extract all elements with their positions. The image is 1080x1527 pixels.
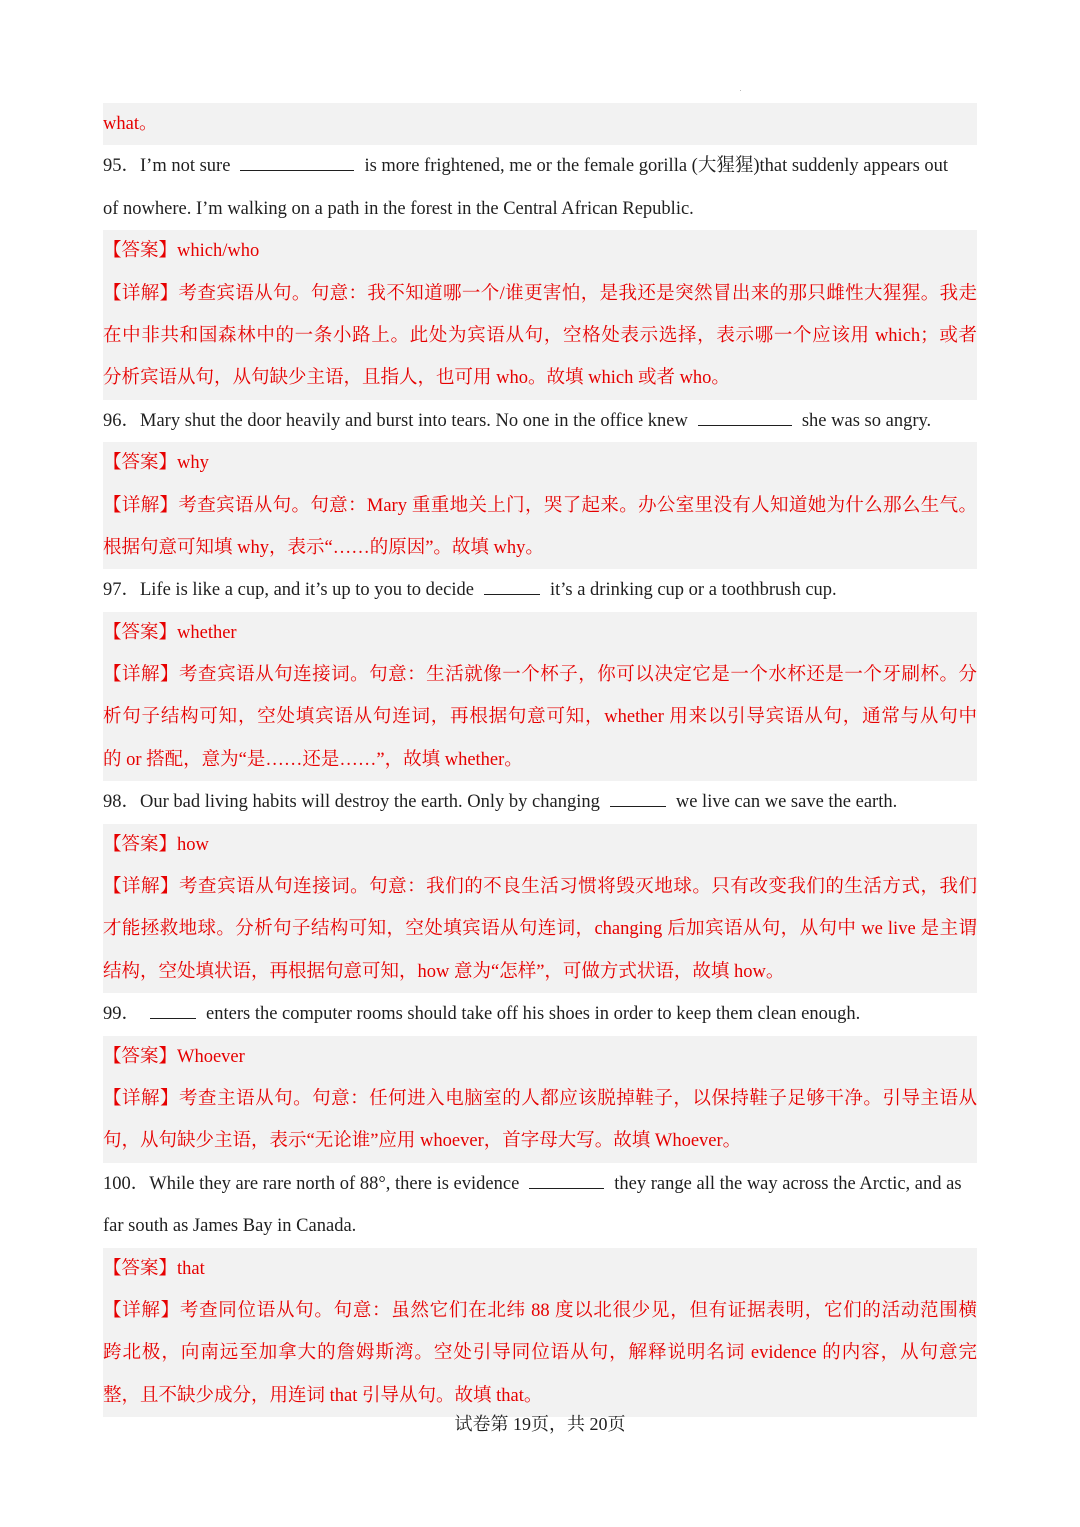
question-96-line-1 <box>103 400 977 442</box>
question-98-stem-start: 98．Our bad living habits will destroy the earth. Only by changing <box>103 792 600 813</box>
question-98-answer: 【答案】how <box>103 824 977 866</box>
page-footer: 试卷第 19页，共 20页 <box>454 1414 626 1434</box>
question-96-explanation-line-1: 【详解】考查宾语从句。句意：Mary 重重地关上门，哭了起来。办公室里没有人知道她为什么那么生气。 <box>103 485 977 527</box>
question-100-line-1 <box>103 1163 977 1205</box>
question-95-explanation-line-3: 分析宾语从句，从句缺少主语，且指人，也可用 who。故填 which 或者 who。 <box>103 357 977 399</box>
answer-blank <box>698 405 792 426</box>
question-98-explanation-line-2: 才能拯救地球。分析句子结构可知，空处填宾语从句连词，changing 后加宾语从句，从句中 we live 是主谓 <box>103 908 977 950</box>
answer-blank <box>240 150 354 171</box>
question-96-answer: 【答案】why <box>103 442 977 484</box>
question-100-answer: 【答案】that <box>103 1248 977 1290</box>
answer-blank <box>150 998 196 1019</box>
question-97-answer: 【答案】whether <box>103 612 977 654</box>
question-95-line-2: of nowhere. I’m walking on a path in the forest in the Central African Republic. <box>103 198 694 219</box>
question-97-stem-start: 97．Life is like a cup, and it’s up to you to decide <box>103 580 474 601</box>
answer-blank <box>610 786 666 807</box>
question-99-explanation-line-2: 句，从句缺少主语，表示“无论谁”应用 whoever，首字母大写。故填 Whoever。 <box>103 1120 977 1162</box>
question-95-explanation-line-1: 【详解】考查宾语从句。句意：我不知道哪一个/谁更害怕，是我还是突然冒出来的那只雌性大猩猩。我走 <box>103 273 977 315</box>
question-98-line-1 <box>103 781 977 823</box>
question-98-explanation-line-3: 结构，空处填状语，再根据句意可知，how 意为“怎样”，可做方式状语，故填 how。 <box>103 951 977 993</box>
question-97-explanation-line-3: 的 or 搭配，意为“是……还是……”，故填 whether。 <box>103 739 977 781</box>
question-96-stem-end: she was so angry. <box>801 410 932 431</box>
page-speck <box>740 90 741 91</box>
question-97-explanation-line-2: 析句子结构可知，空处填宾语从句连词，再根据句意可知，whether 用来以引导宾语从句，通常与从句中 <box>103 696 977 738</box>
question-100-explanation-line-1: 【详解】考查同位语从句。句意：虽然它们在北纬 88 度以北很少见，但有证据表明，它们的活动范围横 <box>103 1290 977 1332</box>
question-97-line-1 <box>103 569 977 611</box>
question-95-line-1 <box>103 145 977 187</box>
answer-blank <box>484 574 540 595</box>
question-100-stem-start: 100．While they are rare north of 88°, there is evidence <box>103 1173 520 1194</box>
question-96-explanation-line-2: 根据句意可知填 why，表示“……的原因”。故填 why。 <box>103 527 977 569</box>
question-97-stem-end: it’s a drinking cup or a toothbrush cup. <box>549 580 837 601</box>
question-98-explanation-line-1: 【详解】考查宾语从句连接词。句意：我们的不良生活习惯将毁灭地球。只有改变我们的生活方式，我们 <box>103 866 977 908</box>
question-97-explanation-line-1: 【详解】考查宾语从句连接词。句意：生活就像一个杯子，你可以决定它是一个水杯还是一个牙刷杯。分 <box>103 654 977 696</box>
question-95-answer: 【答案】which/who <box>103 230 977 272</box>
question-100-line-2: far south as James Bay in Canada. <box>103 1216 357 1237</box>
question-98-stem-end: we live can we save the earth. <box>675 792 898 813</box>
question-95-explanation-line-2: 在中非共和国森林中的一条小路上。此处为宾语从句，空格处表示选择，表示哪一个应该用 which；或者 <box>103 315 977 357</box>
question-99-stem-start: 99． <box>103 1004 141 1025</box>
question-99-explanation-line-1: 【详解】考查主语从句。句意：任何进入电脑室的人都应该脱掉鞋子，以保持鞋子足够干净。引导主语从 <box>103 1078 977 1120</box>
previous-explanation-tail: what。 <box>103 103 977 145</box>
question-100-stem-end: they range all the way across the Arctic, and as <box>614 1173 962 1194</box>
question-99-line-1 <box>103 993 977 1035</box>
question-96-stem-start: 96．Mary shut the door heavily and burst into tears. No one in the office knew <box>103 410 688 431</box>
question-100-explanation-line-2: 跨北极，向南远至加拿大的詹姆斯湾。空处引导同位语从句，解释说明名词 evidence 的内容，从句意完 <box>103 1332 977 1374</box>
question-100-explanation-line-3: 整，且不缺少成分，用连词 that 引导从句。故填 that。 <box>103 1375 977 1417</box>
question-95-stem-start: 95．I’m not sure <box>103 156 231 177</box>
page-content <box>103 103 977 1417</box>
answer-blank <box>529 1168 604 1189</box>
question-99-stem-end: enters the computer rooms should take off his shoes in order to keep them clean enough. <box>206 1004 861 1025</box>
question-99-answer: 【答案】Whoever <box>103 1036 977 1078</box>
question-95-stem-end: is more frightened, me or the female gorilla (大猩猩)that suddenly appears out <box>364 156 949 177</box>
